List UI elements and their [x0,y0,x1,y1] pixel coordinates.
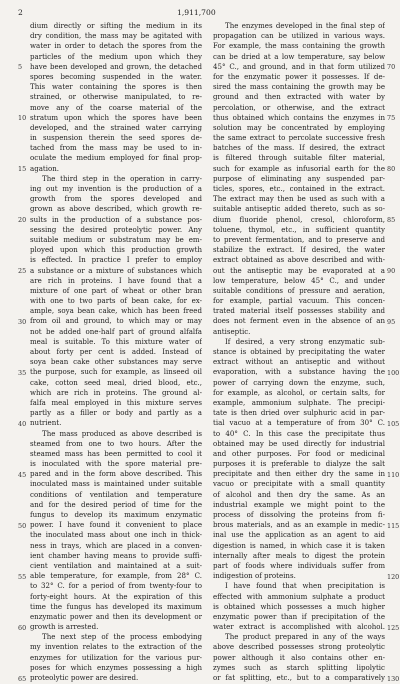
text-line: falfa meal employed in this mixture serves [30,397,202,407]
text-line: stabilize the extract. If desired, the water [213,245,385,255]
text-line: is filtered through suitable filter material, [213,153,385,163]
line-number: 80 [387,164,396,173]
text-line: internally after meals to digest the protein [213,550,385,560]
text-line: process of dissolving the proteins from fi- [213,510,385,519]
page-number: 2 [18,8,23,17]
text-line: inoculated mass is maintained under suitable [30,479,202,489]
line-number: 40 [18,419,27,428]
text-line: power. I have found it convenient to place [30,520,202,530]
text-line: ticles, spores, etc., contained in the extract. [213,184,385,193]
text-line: tached from the mass may be used to in- [30,143,202,153]
text-line: water extract is accomplished with alcohol. [213,622,385,632]
text-line: strained, or otherwise manipulated, to re- [30,92,202,102]
text-line: to 32° C. for a period of from twenty-four to [30,581,202,591]
text-line: above described possesses strong proteolytic [213,642,385,652]
line-number: 115 [387,521,400,530]
line-number: 65 [18,674,27,683]
line-number: 70 [387,62,396,71]
line-number: 105 [387,419,400,428]
text-line: toluene, thymol, etc., in sufficient quantity [213,224,385,234]
line-number: 50 [18,521,27,530]
text-line: spores becoming suspended in the water. [30,71,202,81]
text-line: water in order to detach the spores from the [30,41,202,51]
text-line: The third step in the operation in carry- [42,173,202,183]
text-line: a substance or a mixture of substances which [30,265,202,275]
text-line: The next step of the process embodying [42,632,202,642]
text-line: The product prepared in any of the ways [225,632,385,642]
text-line: my invention relates to the extraction of the [30,642,202,652]
text-line: antiseptic. [213,326,251,336]
line-number: 60 [18,623,27,632]
text-line: forty-eight hours. At the expiration of this [30,591,202,601]
text-line: low temperature, below 45° C., and under [213,275,385,285]
text-line: purpose of eliminating any suspended par- [213,173,385,183]
text-line: extract obtained as above described and with- [213,255,385,265]
text-line: can be dried at a low temperature, say below [213,51,385,61]
text-line: cient ventilation and maintained at a suit- [30,560,202,570]
line-number: 55 [18,572,27,581]
text-line: 45° C., and ground, and in that form utilized [213,61,385,71]
text-line: If desired, a very strong enzymatic sub- [225,336,385,346]
patent-number: 1,911,700 [177,8,216,17]
text-line: to 40° C. In this case the precipitate thus [213,428,385,438]
text-line: dium fluoride phenol, cresol, chloroform, [213,214,385,224]
text-line: to prevent fermentation, and to preserve and [213,234,385,244]
text-line: ployed upon which this production growth [30,245,202,255]
line-number: 120 [387,572,400,581]
text-line: tate is then dried over sulphuric acid in par- [213,408,385,418]
text-line: steamed mass has been permitted to cool it [30,448,202,458]
line-number: 90 [387,266,396,275]
text-line: proteolytic power are desired. [30,673,139,682]
line-number: 95 [387,317,396,326]
text-line: stratum upon which the spores have been [30,112,202,122]
text-line: The extract may then be used as such with a [213,194,385,204]
text-line: with one to two parts of bean cake, for ex- [30,296,202,306]
text-line: enzymatic power and then its development or [30,611,202,621]
text-line: partly as a filler or body and partly as a [30,408,202,418]
text-line: growth from the spores developed and [30,194,202,204]
line-number: 15 [18,164,27,173]
line-number: 125 [387,623,400,632]
text-line: such for example as infusorial earth for the [213,163,385,173]
text-line: thus obtained which contains the enzymes in [213,112,385,122]
text-line: dium directly or sifting the medium in its [30,21,202,30]
text-line: sired the mass containing the growth may be [213,82,385,92]
text-line: The mass produced as above described is [42,428,202,438]
text-line: trated material itself possesses stability and [213,306,385,316]
text-line: percolation, or otherwise, and the extract [213,102,385,112]
text-line: soya bean cake other substances may serve [30,357,202,367]
text-line: and other purposes. For food or medicinal [213,448,385,458]
line-number: 110 [387,470,400,479]
text-line: For example, the mass containing the growth [213,41,385,51]
text-line: power although it also contains other en- [213,652,385,662]
text-line: power of carrying down the enzyme, such, [213,377,385,387]
text-line: the purpose, such for example, as linseed oil [30,367,202,377]
text-line: nutrient. [30,418,62,428]
line-number: 75 [387,113,396,122]
text-line: tial vacuo at a temperature of from 30° C. [213,418,385,428]
text-line: sults in the production of a substance pos- [30,214,202,224]
text-line: the same extract to percolate successive fresh [213,133,385,143]
line-number: 5 [18,62,23,71]
text-line: not be added one-half part of ground alfalfa [30,326,202,336]
text-line: indigestion of proteins. [213,571,296,581]
line-number: 30 [18,317,27,326]
right-column [213,21,385,683]
text-line: is inoculated with the spore material pre- [30,459,202,469]
text-line: industrial example we might point to the [213,499,385,509]
text-line: particles of the medium upon which they [30,51,202,61]
text-line: zymes such as starch splitting lipolytic [213,662,385,672]
text-line: meal is suitable. To this mixture water of [30,336,202,346]
text-line: poses for which enzymes possessing a high [30,662,202,672]
text-line: fungus to develop its maximum enzymatic [30,510,202,519]
line-number: 25 [18,266,27,275]
text-line: about forty per cent is added. Instead of [30,347,202,356]
text-line: and for the desired period of time for the [30,499,202,509]
text-line: example, ammonium sulphate. The precipi- [213,397,385,407]
text-line: grown as above described, which growth re- [30,204,202,214]
text-line: evaporation, with a substance having the [213,367,385,377]
line-number: 85 [387,215,396,224]
text-line: I have found that when precipitation is [225,581,385,591]
text-line: ample, soya bean cake, which has been freed [30,306,202,316]
text-line: mixture of one part of wheat or other bran [30,285,202,295]
text-line: This water containing the spores is then [30,82,202,92]
text-line: pared and in the form above described. This [30,469,202,479]
text-line: ing out my invention is the production of a [30,184,202,193]
text-line: able temperature, for example, from 28° C. [30,571,202,581]
text-line: suitable conditions of pressure and aeration, [213,285,385,295]
text-line: is obtained which possesses a much higher [213,601,385,611]
text-line: cake, cotton seed meal, dried blood, etc., [30,377,202,387]
text-line: agation. [30,163,60,173]
line-number: 130 [387,674,400,683]
line-number: 100 [387,368,400,377]
text-line: for example, as alcohol, or certain salts, for [213,387,385,397]
text-line: vacuo or precipitate with a small quantity [213,479,385,489]
text-line: inal use the application as an agent to aid [213,530,385,540]
text-line: ness in trays, which are placed in a conven- [30,540,202,550]
line-number: 35 [18,368,27,377]
line-number: 45 [18,470,27,479]
text-line: obtained may be used directly for industrial [213,438,385,448]
text-line: in suspension therein the seed spores de- [30,133,202,143]
text-line: time the fungus has developed its maximum [30,601,202,611]
text-line: oculate the medium employed for final prop- [30,153,202,163]
text-line: extract without an antiseptic and without [213,357,385,367]
text-line: The enzymes developed in the final step of [225,21,385,30]
text-line: are rich in proteins. I have found that a [30,275,202,285]
text-line: dry condition, the mass may be agitated with [30,31,202,41]
text-line: purposes it is preferable to dialyze the salt [213,459,385,469]
text-line: which are rich in proteins. The ground al- [30,387,202,397]
line-number: 10 [18,113,27,122]
text-line: suitable medium or substratum may be em- [30,234,202,244]
text-line: suitable antiseptic added thereto, such as so- [213,204,385,214]
text-line: growth is arrested. [30,622,99,632]
text-line: for the enzymatic power it possesses. If de- [213,71,385,81]
text-line: from oil and ground, to which may or may [30,316,202,326]
text-line: steamed from one to two hours. After the [30,438,202,448]
text-line: of alcohol and then dry the same. As an [213,489,385,499]
text-line: conditions of ventilation and temperature [30,489,202,499]
text-line: enzymatic power than if precipitation of the [213,611,385,621]
text-line: or fat splitting, etc., but to a comparatively [213,673,385,682]
text-line: for example, partial vacuum. This concen- [213,296,385,306]
line-number: 20 [18,215,27,224]
text-line: propagation can be utilized in various ways. [213,31,385,41]
text-line: digestion is named, in which case it is taken [213,540,385,550]
text-line: the inoculated mass about one inch in thick- [30,530,202,540]
text-line: ient chamber having means to provide suffi- [30,550,202,560]
text-line: ground and then extracted with water by [213,92,385,102]
text-line: developed, and the strained water carrying [30,122,202,132]
page-header [0,7,400,19]
left-column [30,21,202,683]
text-line: part of foods where individuals suffer from [213,560,385,570]
text-line: does not ferment even in the absence of an [213,316,385,326]
text-line: is effected. In practice I prefer to employ [30,255,202,265]
text-line: precipitate and then either dry the same in [213,469,385,479]
text-line: batches of the mass. If desired, the extract [213,143,385,153]
text-line: stance is obtained by precipitating the water [213,347,385,356]
text-line: enzymes for utilization for the various pur- [30,652,202,662]
text-line: move any of the coarse material of the [30,102,202,112]
text-line: effected with ammonium sulphate a product [213,591,385,601]
text-line: brous materials, and as an example in medic- [213,520,385,530]
text-line: solution may be concentrated by employing [213,122,385,132]
text-line: out the antiseptic may be evaporated at a [213,265,385,275]
text-line: have been developed and grown, the detached [30,61,202,71]
text-line: sessing the desired proteolytic power. Any [30,224,202,234]
